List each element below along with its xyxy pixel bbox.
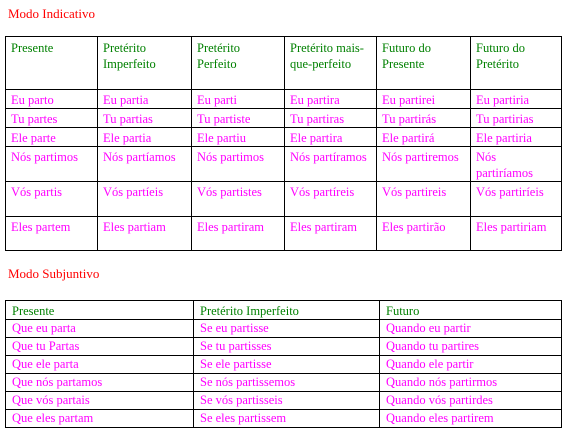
indicativo-row-ele xyxy=(6,128,562,147)
subjuntivo-table xyxy=(5,300,562,428)
indicativo-row-eles xyxy=(6,217,562,251)
table-cell: Eles partiram xyxy=(192,217,285,251)
table-cell: Vós partiríeis xyxy=(471,182,562,217)
indicativo-header-presente: Presente xyxy=(6,37,98,90)
table-cell: Se nós partissemos xyxy=(194,374,380,392)
subjuntivo-header-preterito-imperfeito: Pretérito Imperfeito xyxy=(194,301,380,320)
table-cell: Quando ele partir xyxy=(380,356,562,374)
subjuntivo-row-eles xyxy=(6,410,562,428)
table-cell: Quando eles partirem xyxy=(380,410,562,428)
table-cell: Quando nós partirmos xyxy=(380,374,562,392)
indicativo-row-tu xyxy=(6,109,562,128)
indicativo-table xyxy=(5,36,562,251)
table-cell: Se vós partisseis xyxy=(194,392,380,410)
table-cell: Eles partem xyxy=(6,217,98,251)
table-cell: Eu partirei xyxy=(377,90,471,109)
subjuntivo-header-presente: Presente xyxy=(6,301,194,320)
subjuntivo-title: Modo Subjuntivo xyxy=(8,266,100,281)
subjuntivo-header-futuro: Futuro xyxy=(380,301,562,320)
table-cell: Nós partíamos xyxy=(98,147,192,182)
table-cell: Se tu partisses xyxy=(194,338,380,356)
table-cell: Que nós partamos xyxy=(6,374,194,392)
table-cell: Que vós partais xyxy=(6,392,194,410)
table-cell: Eles partiram xyxy=(285,217,377,251)
table-cell: Eu parto xyxy=(6,90,98,109)
table-cell: Nós partíramos xyxy=(285,147,377,182)
table-cell: Se ele partisse xyxy=(194,356,380,374)
table-cell: Tu partiste xyxy=(192,109,285,128)
subjuntivo-row-ele xyxy=(6,356,562,374)
indicativo-header-preterito-imperfeito: Pretérito Imperfeito xyxy=(98,37,192,90)
table-cell: Eu partira xyxy=(285,90,377,109)
table-cell: Vós partistes xyxy=(192,182,285,217)
table-cell: Que eles partam xyxy=(6,410,194,428)
indicativo-row-eu xyxy=(6,90,562,109)
table-cell: Que eu parta xyxy=(6,320,194,338)
table-cell: Ele partiu xyxy=(192,128,285,147)
table-cell: Quando eu partir xyxy=(380,320,562,338)
table-cell: Tu partias xyxy=(98,109,192,128)
indicativo-row-nos xyxy=(6,147,562,182)
table-cell: Eu partiria xyxy=(471,90,562,109)
table-cell: Se eu partisse xyxy=(194,320,380,338)
indicativo-title: Modo Indicativo xyxy=(8,6,96,21)
subjuntivo-row-tu xyxy=(6,338,562,356)
table-cell: Eu partia xyxy=(98,90,192,109)
subjuntivo-row-vos xyxy=(6,392,562,410)
indicativo-header-futuro-presente: Futuro do Presente xyxy=(377,37,471,90)
table-cell: Vós partis xyxy=(6,182,98,217)
table-cell: Ele partirá xyxy=(377,128,471,147)
indicativo-header-preterito-perfeito: Pretérito Perfeito xyxy=(192,37,285,90)
indicativo-header-mais-que-perfeito: Pretérito mais-que-perfeito xyxy=(285,37,377,90)
subjuntivo-row-nos xyxy=(6,374,562,392)
table-cell: Nós partiremos xyxy=(377,147,471,182)
indicativo-header-futuro-preterito: Futuro do Pretérito xyxy=(471,37,562,90)
table-cell: Eles partiam xyxy=(98,217,192,251)
subjuntivo-row-eu xyxy=(6,320,562,338)
table-cell: Nós partiríamos xyxy=(471,147,562,182)
table-cell: Vós partireis xyxy=(377,182,471,217)
table-cell: Nós partimos xyxy=(192,147,285,182)
table-cell: Que tu Partas xyxy=(6,338,194,356)
table-cell: Tu partirias xyxy=(471,109,562,128)
table-cell: Ele partira xyxy=(285,128,377,147)
table-cell: Eu parti xyxy=(192,90,285,109)
table-cell: Eles partirão xyxy=(377,217,471,251)
table-cell: Tu partes xyxy=(6,109,98,128)
table-cell: Eles partiriam xyxy=(471,217,562,251)
table-cell: Quando vós partirdes xyxy=(380,392,562,410)
table-cell: Ele partiria xyxy=(471,128,562,147)
table-cell: Se eles partissem xyxy=(194,410,380,428)
indicativo-row-vos xyxy=(6,182,562,217)
subjuntivo-header-row xyxy=(6,301,562,320)
indicativo-header-row xyxy=(6,37,562,90)
table-cell: Ele parte xyxy=(6,128,98,147)
table-cell: Nós partimos xyxy=(6,147,98,182)
table-cell: Vós partíreis xyxy=(285,182,377,217)
table-cell: Ele partia xyxy=(98,128,192,147)
table-cell: Que ele parta xyxy=(6,356,194,374)
table-cell: Tu partiras xyxy=(285,109,377,128)
table-cell: Quando tu partires xyxy=(380,338,562,356)
table-cell: Vós partíeis xyxy=(98,182,192,217)
table-cell: Tu partirás xyxy=(377,109,471,128)
